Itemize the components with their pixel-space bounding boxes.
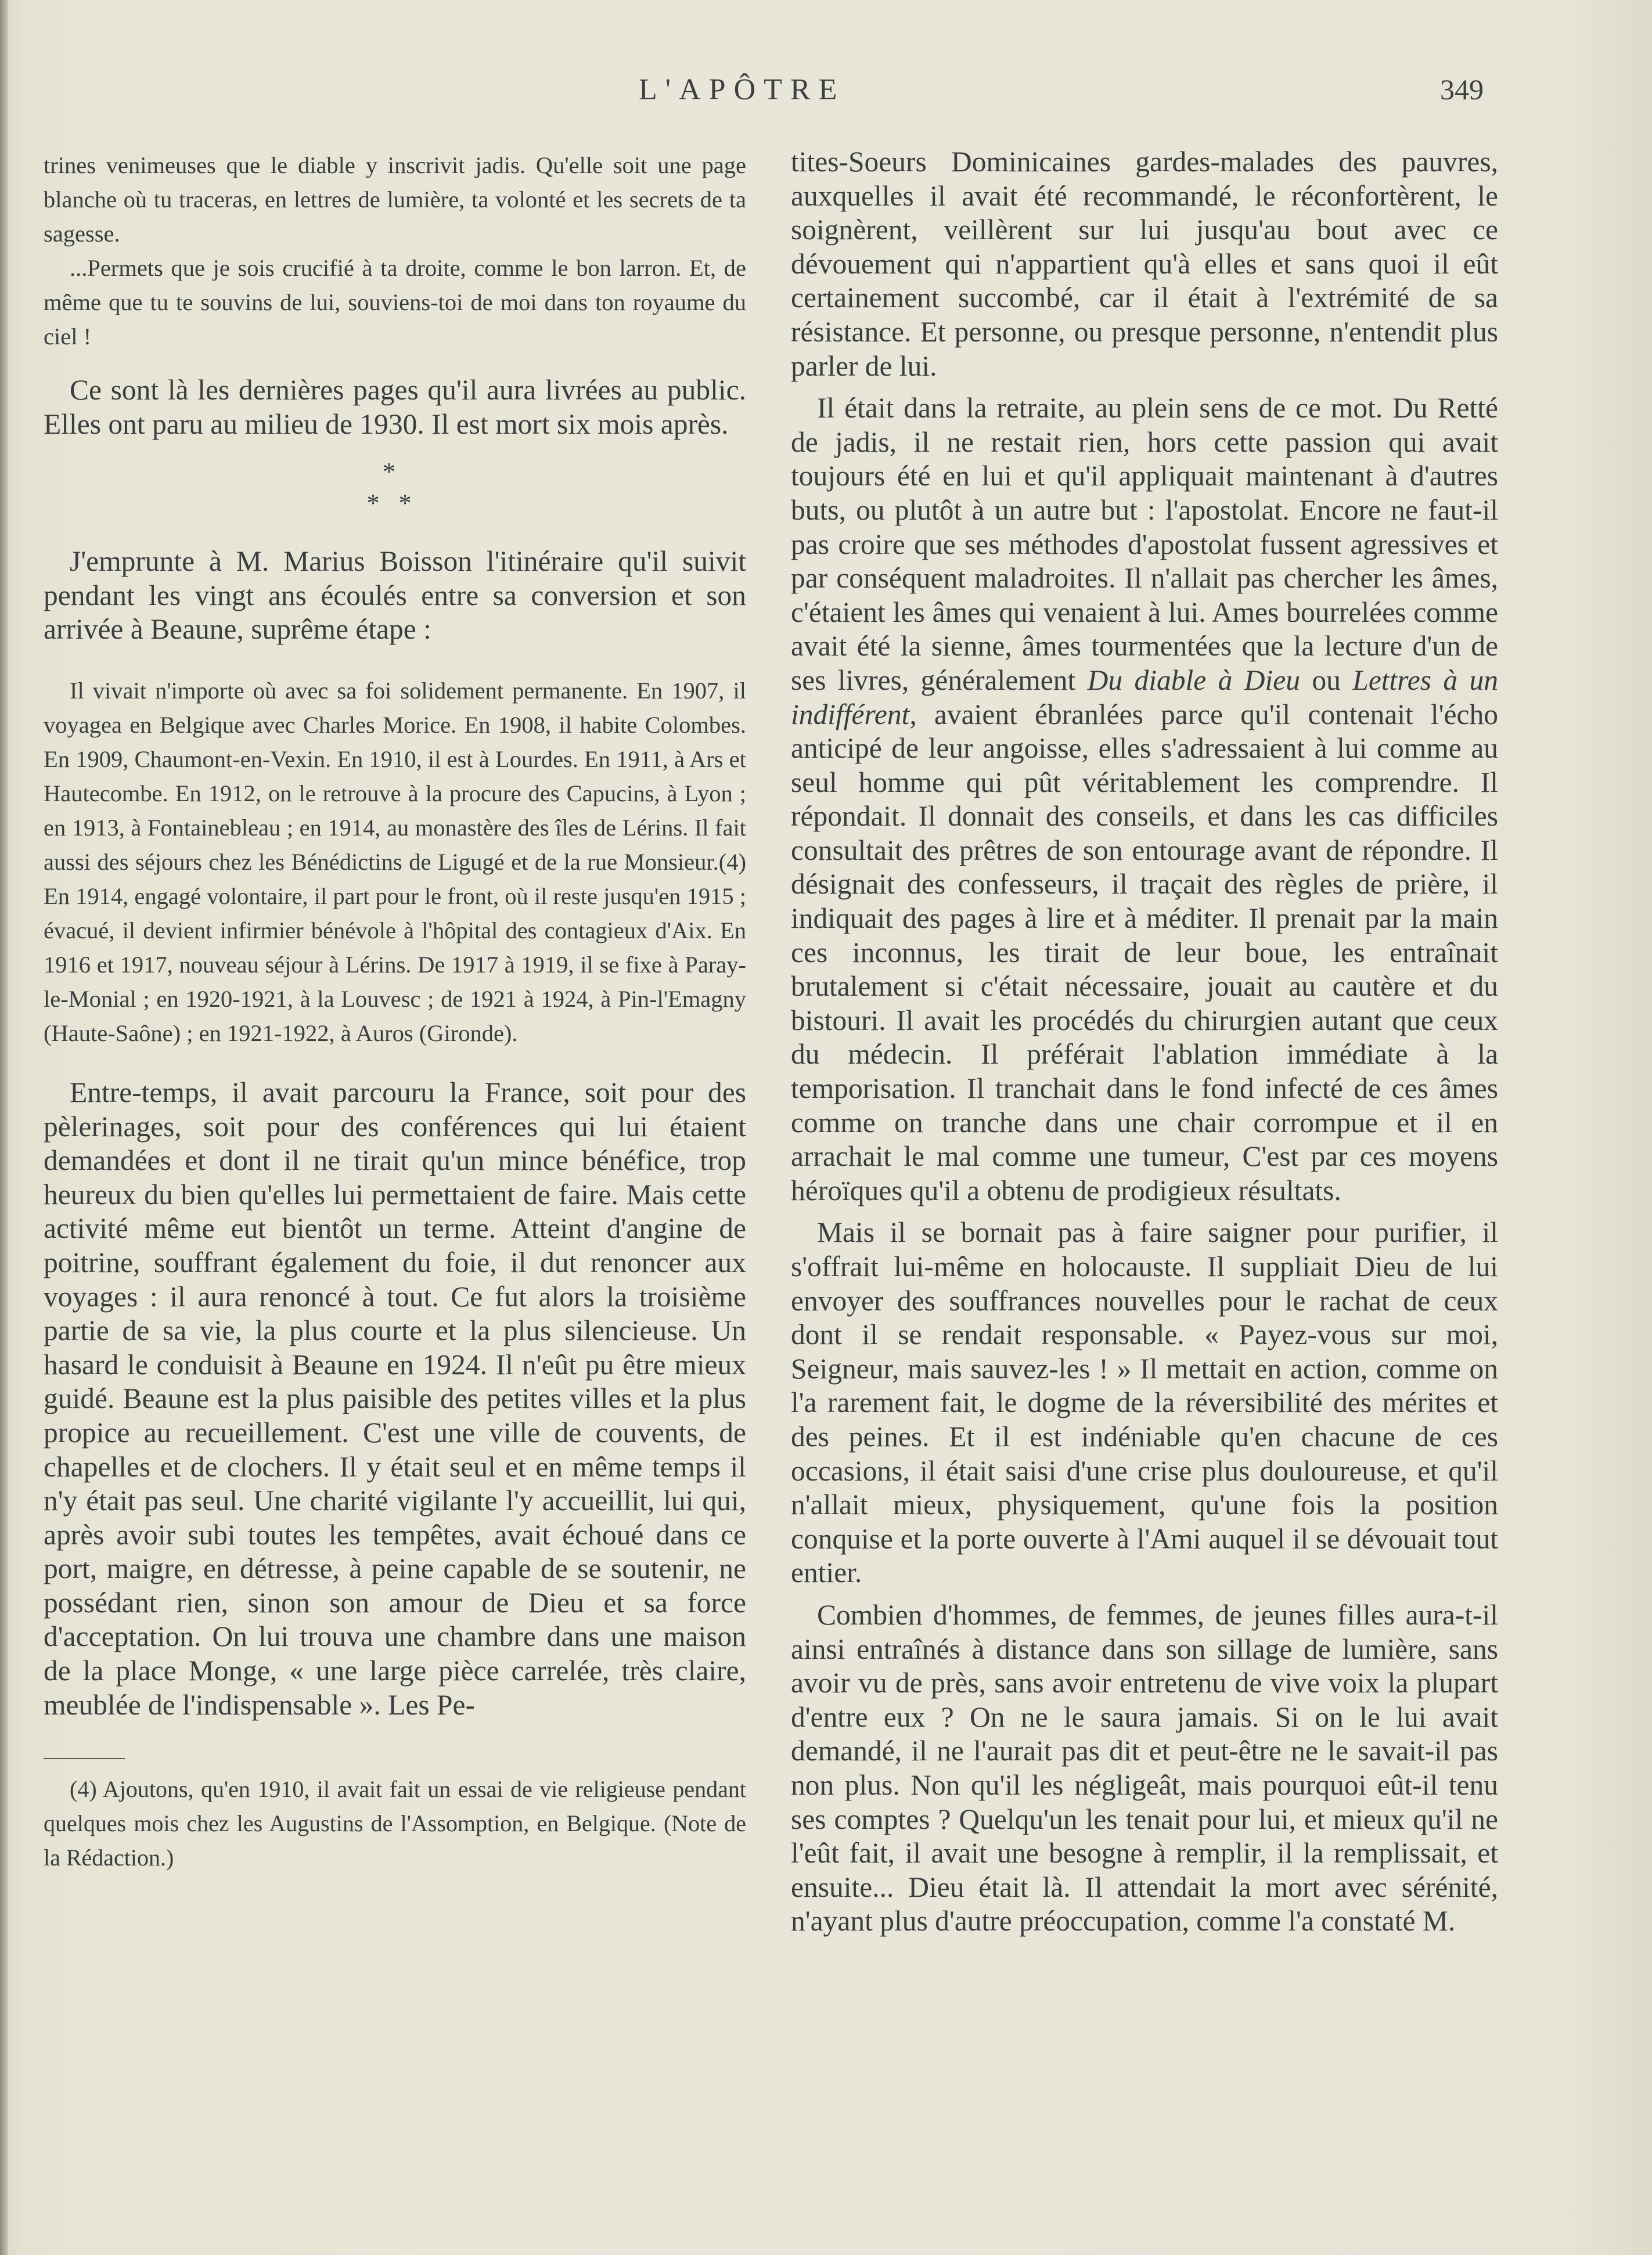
running-title: L'APÔTRE <box>639 73 845 106</box>
prayer-text-continued: trines venimeuses que le diable y inscrivit jadis. Qu'elle soit une page blanche où tu traceras, en lettres de lumière, ta volonté et les secrets de ta sagesse. <box>44 152 746 247</box>
closing-paragraph: Ce sont là les dernières pages qu'il aura livrées au public. Elles ont paru au milieu de 1930. Il est mort six mois après. <box>44 374 746 440</box>
paragraph-holocauste: Mais il se bornait pas à faire saigner pour purifier, il s'offrait lui-même en holocauste. Il suppliait Dieu de lui envoyer des souffrances nouvelles pour le rachat de ceux dont il se rendait responsable. « Payez-vous sur moi, Seigneur, mais sauvez-les ! » Il mettait en action, comme on l'a rarement fait, le dogme de la réversibilité des mérites et des peines. Et il est indéniable qu'en chacune de ces occasions, il était saisi d'une crise plus douloureuse, et qu'il n'allait mieux, physiquement, qu'une fois la position conquise et la porte ouverte à l'Ami auquel il se dévouait tout entier. <box>791 1216 1498 1589</box>
page-number: 349 <box>1440 73 1484 106</box>
paragraph-retraite-or: ou <box>1300 664 1353 696</box>
itinerary-quote: Il vivait n'importe où avec sa foi solidement permanente. En 1907, il voyagea en Belgique avec Charles Morice. En 1908, il habite Colombes. En 1909, Chaumont-en-Vexin. En 1910, il est à Lourdes. En 1911, à Ars et Hautecombe. En 1912, on le retrouve à la procure des Capucins, à Lyon ; en 1913, à Fontainebleau ; en 1914, au monastère des îles de Lérins. Il fait aussi des séjours chez les Bénédictins de Ligugé et de la rue Monsieur.(4) En 1914, engagé volontaire, il part pour le front, où il reste jusqu'en 1915 ; évacué, il devient infirmier bénévole à l'hôpital des contagieux d'Aix. En 1916 et 1917, nouveau séjour à Lérins. De 1917 à 1919, il se fixe à Paray-le-Monial ; en 1920-1921, à la Louvesc ; de 1921 à 1924, à Pin-l'Emagny (Haute-Saône) ; en 1921-1922, à Auros (Gironde). <box>44 677 746 1046</box>
paragraph-retraite <box>791 391 1498 1208</box>
footnote-rule <box>44 1758 125 1759</box>
paragraph-continued: tites-Soeurs Dominicaines gardes-malades des pauvres, auxquelles il avait été recommandé, le réconfortèrent, le soignèrent, veillèrent sur lui jusqu'au bout avec ce dévouement qui n'appartient qu'à elles et sans quoi il eût certainement succombé, car il était à l'extrémité de sa résistance. Et personne, ou presque personne, n'entendit plus parler de lui. <box>791 146 1498 382</box>
left-column <box>44 148 746 1875</box>
book-spine-edge <box>0 0 8 2255</box>
entre-temps-paragraph: Entre-temps, il avait parcouru la France, soit pour des pèlerinages, soit pour des conférences qui lui étaient demandées et dont il ne tirait qu'un mince bénéfice, trop heureux du bien qu'elles lui permettaient de faire. Mais cette activité même eut bientôt un terme. Atteint d'angine de poitrine, souffrant également du foie, il dut renoncer aux voyages : il aura renoncé à tout. Ce fut alors la troisième partie de sa vie, la plus courte et la plus silencieuse. Un hasard le conduisit à Beaune en 1924. Il n'eût pu être mieux guidé. Beaune est la plus paisible des petites villes et la plus propice au recueillement. C'est une ville de couvents, de chapelles et de clochers. Il y était seul et en même temps il n'y était pas seul. Une charité vigilante l'y accueillit, lui qui, après avoir subi toutes les tempêtes, avait échoué dans ce port, maigre, en détresse, à peine capable de se soutenir, ne possédant rien, sinon son amour de Dieu et sa force d'acceptation. On lui trouva une chambre dans une maison de la place Monge, « une large pièce carrelée, très claire, meublée de l'indispensable ». Les Pe- <box>44 1076 746 1721</box>
right-column <box>791 145 1498 1939</box>
itinerary-intro: J'emprunte à M. Marius Boisson l'itinéraire qu'il suivit pendant les vingt ans écoulés entre sa conversion et son arrivée à Beaune, suprême étape : <box>44 545 746 646</box>
paragraph-retraite-text-b: avaient ébranlées parce qu'il contenait l'écho anticipé de leur angoisse, elles s'adressaient à lui comme au seul homme qui pût véritablement les comprendre. Il répondait. Il donnait des conseils, et dans les cas difficiles consultait des prêtres de son entourage avant de répondre. Il désignait des confesseurs, il traçait des règles de prière, il indiquait des pages à lire et à méditer. Il prenait par la main ces inconnus, les tirait de leur boue, les entraînait brutalement si c'était nécessaire, jouait au cautère et du bistouri. Il avait les procédés du chirurgien autant que ceux du médecin. Il préférait l'ablation immédiate à la temporisation. Il tranchait dans le fond infecté de ces âmes comme on tranche dans une chair corrompue et il en arrachait le mal comme une tumeur, C'est par ces moyens héroïques qu'il a obtenu de prodigieux résultats. <box>791 698 1498 1206</box>
book-title-lettres: Lettres à un indifférent, <box>791 664 1498 730</box>
paragraph-retraite-text-a: Il était dans la retraite, au plein sens de ce mot. Du Retté de jadis, il ne restait rien, hors cette passion qui avait toujours été en lui et qu'il appliquait maintenant à d'autres buts, ou plutôt à un autre but : l'apostolat. Encore ne faut-il pas croire que ses méthodes d'apostolat fussent agressives et par conséquent maladroites. Il n'allait pas chercher les âmes, c'étaient les âmes qui venaient à lui. Ames bourrelées comme avait été la sienne, âmes tourmentées que la lecture d'un de ses livres, généralement <box>791 392 1498 696</box>
prayer-text-last: ...Permets que je sois crucifié à ta droite, comme le bon larron. Et, de même que tu te souvins de lui, souviens-toi de moi dans ton royaume du ciel ! <box>44 255 746 350</box>
book-title-du-diable: Du diable à Dieu <box>1087 664 1300 696</box>
section-break: * * * <box>366 458 412 518</box>
footnote: (4) Ajoutons, qu'en 1910, il avait fait un essai de vie religieuse pendant quelques mois chez les Augustins de l'Assomption, en Belgique. (Note de la Rédaction.) <box>44 1776 746 1871</box>
paragraph-combien: Combien d'hommes, de femmes, de jeunes filles aura-t-il ainsi entraînés à distance dans son sillage de lumière, sans avoir vu de près, sans avoir entretenu de vive voix la plupart d'entre eux ? On ne le saura jamais. Si on le lui avait demandé, il ne l'aurait pas dit et peut-être ne le savait-il pas non plus. Non qu'il les négligeât, mais pourquoi eût-il tenu ses comptes ? Quelqu'un les tenait pour lui, et mieux qu'il ne l'eût fait, il avait une besogne à remplir, il la remplissait, et ensuite... Dieu était là. Il attendait la mort avec sérénité, n'ayant plus d'autre préoccupation, comme l'a constaté M. <box>791 1598 1498 1937</box>
